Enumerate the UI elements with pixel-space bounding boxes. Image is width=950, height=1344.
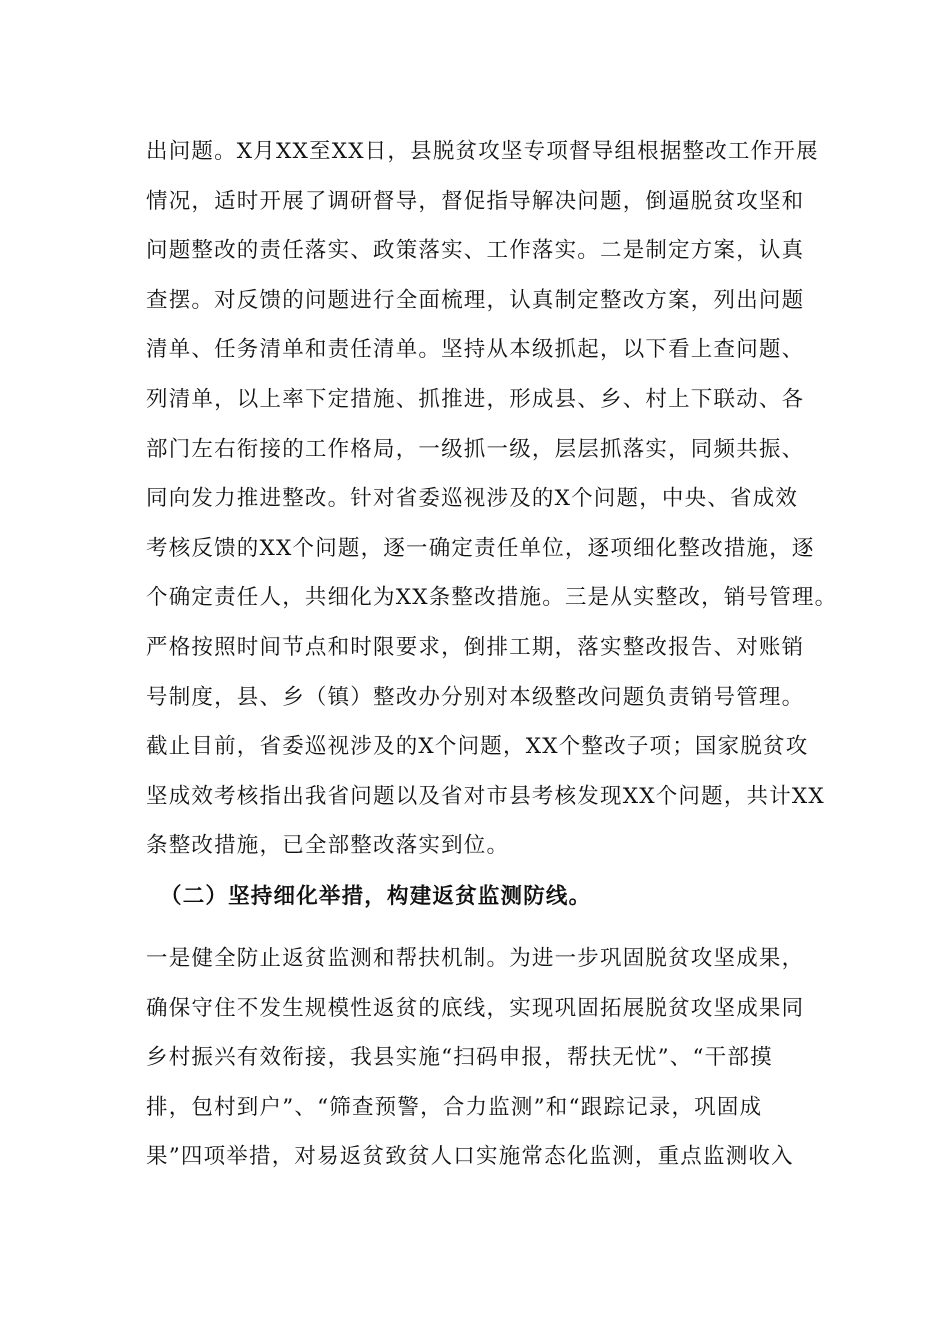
paragraph-1-line: 出问题。X月XX至XX日，县脱贫攻坚专项督导组根据整改工作开展 bbox=[146, 139, 819, 164]
paragraph-1-line: 个确定责任人，共细化为XX条整改措施。三是从实整改，销号管理。 bbox=[146, 585, 838, 611]
paragraph-2-line: 确保守住不发生规模性返贫的底线，实现巩固拓展脱贫攻坚成果同 bbox=[146, 995, 805, 1021]
paragraph-2-line: 乡村振兴有效衔接，我县实施“扫码申报，帮扶无忧”、“干部摸 bbox=[146, 1045, 773, 1071]
paragraph-1-line: 部门左右衔接的工作格局，一级抓一级，层层抓落实，同频共振、 bbox=[146, 436, 805, 462]
paragraph-1-line: 清单、任务清单和责任清单。坚持从本级抓起，以下看上查问题、 bbox=[146, 337, 805, 363]
paragraph-1-line: 坚成效考核指出我省问题以及省对市县考核发现XX个问题，共计XX bbox=[146, 783, 825, 809]
paragraph-1-line: 截止目前，省委巡视涉及的X个问题，XX个整改子项；国家脱贫攻 bbox=[146, 734, 809, 760]
paragraph-1-line: 同向发力推进整改。针对省委巡视涉及的X个问题，中央、省成效 bbox=[146, 486, 799, 512]
paragraph-1-line: 严格按照时间节点和时限要求，倒排工期，落实整改报告、对账销 bbox=[146, 634, 805, 660]
paragraph-2-line: 排，包村到户”、“筛查预警，合力监测”和“跟踪记录，巩固成 bbox=[146, 1094, 763, 1120]
paragraph-1-line: 条整改措施，已全部整改落实到位。 bbox=[146, 833, 510, 859]
paragraph-2-line: 一是健全防止返贫监测和帮扶机制。为进一步巩固脱贫攻坚成果， bbox=[146, 946, 805, 971]
paragraph-2-line: 果”四项举措，对易返贫致贫人口实施常态化监测，重点监测收入 bbox=[146, 1144, 794, 1170]
section-heading: （二）坚持细化举措，构建返贫监测防线。 bbox=[160, 884, 592, 909]
paragraph-1-line: 查摆。对反馈的问题进行全面梳理，认真制定整改方案，列出问题 bbox=[146, 287, 805, 313]
paragraph-1-line: 问题整改的责任落实、政策落实、工作落实。二是制定方案，认真 bbox=[146, 238, 805, 264]
paragraph-1-line: 号制度，县、乡（镇）整改办分别对本级整改问题负责销号管理。 bbox=[146, 684, 805, 710]
paragraph-1 bbox=[146, 127, 838, 871]
paragraph-1-line: 考核反馈的XX个问题，逐一确定责任单位，逐项细化整改措施，逐 bbox=[146, 535, 815, 561]
paragraph-1-line: 情况，适时开展了调研督导，督促指导解决问题，倒逼脱贫攻坚和 bbox=[146, 188, 805, 214]
paragraph-2 bbox=[146, 934, 826, 1182]
paragraph-1-line: 列清单，以上率下定措施、抓推进，形成县、乡、村上下联动、各 bbox=[146, 386, 805, 412]
